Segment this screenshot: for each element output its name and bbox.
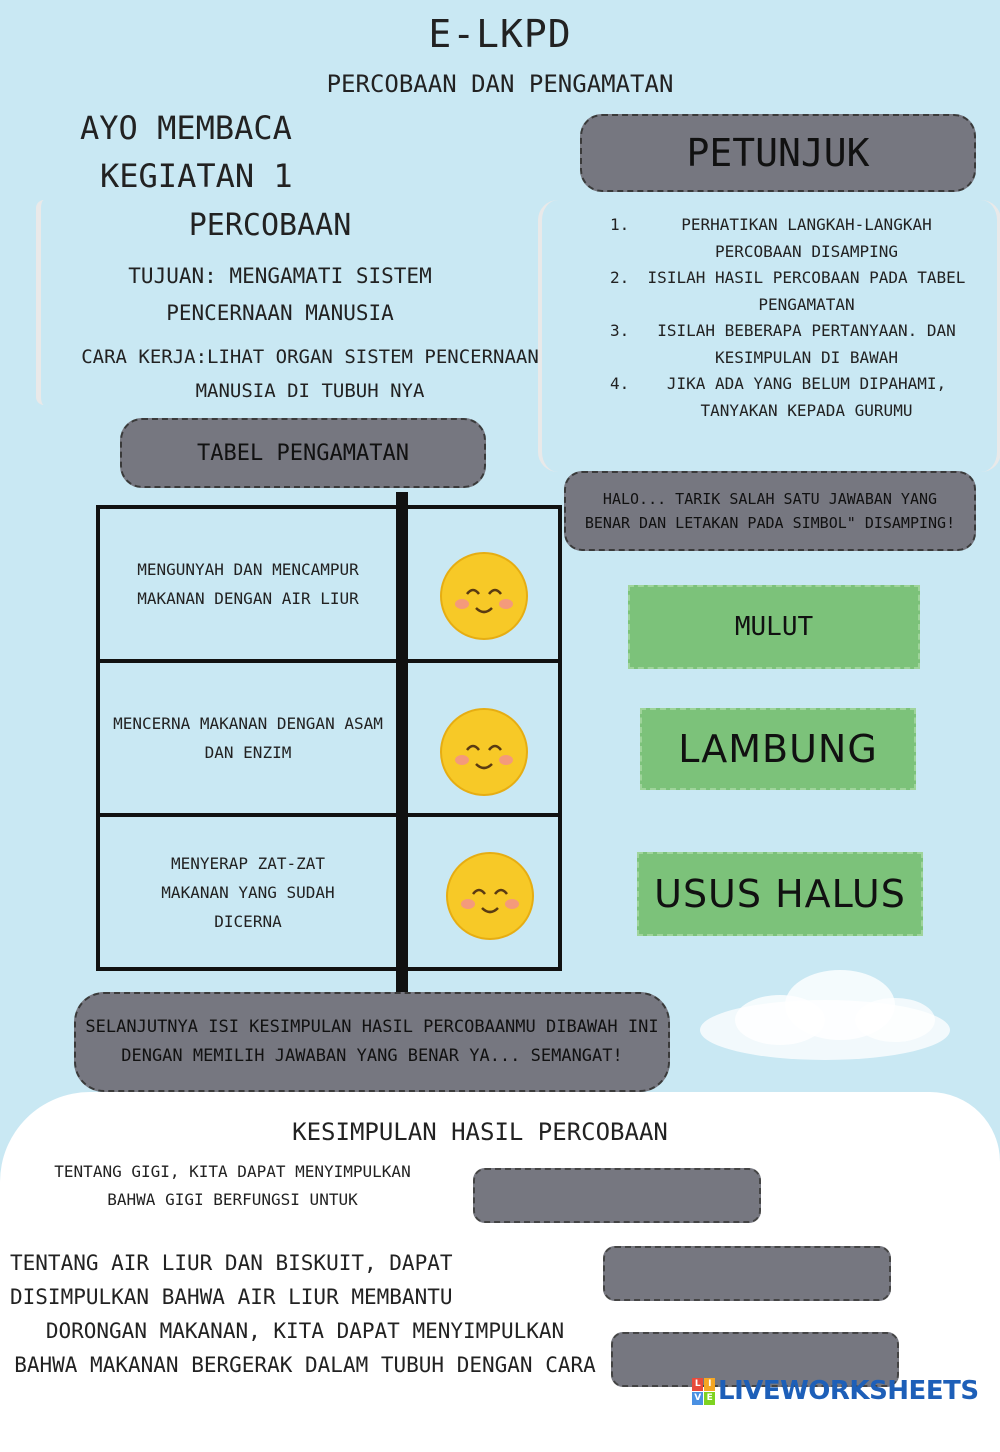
step-text: PERHATIKAN LANGKAH-LANGKAH PERCOBAAN DISAMPING: [681, 215, 932, 261]
smiley-drop-target-3[interactable]: [446, 852, 534, 940]
table-row-label: [100, 663, 396, 813]
logo-icon: [692, 1378, 715, 1405]
petunjuk-title: PETUNJUK: [580, 114, 976, 192]
selanjutnya-instruction: SELANJUTNYA ISI KESIMPULAN HASIL PERCOBAANMU DIBAWAH INI DENGAN MEMILIH JAWABAN YANG BENAR YA... SEMANGAT!: [74, 992, 670, 1092]
halo-instruction: HALO... TARIK SALAH SATU JAWABAN YANG BENAR DAN LETAKAN PADA SIMBOL" DISAMPING!: [564, 471, 976, 551]
logo-letter: L: [692, 1378, 703, 1391]
kegiatan-label: KEGIATAN 1: [100, 157, 293, 195]
liveworksheets-logo: [692, 1376, 979, 1406]
step-text: ISILAH HASIL PERCOBAAN PADA TABEL PENGAMATAN: [647, 268, 966, 314]
step-number: 3.: [610, 321, 630, 340]
page-subtitle: PERCOBAAN DAN PENGAMATAN: [326, 70, 674, 98]
kesimpulan-question-1: TENTANG GIGI, KITA DAPAT MENYIMPULKAN BAHWA GIGI BERFUNGSI UNTUK: [54, 1162, 411, 1209]
cara-kerja-text: CARA KERJA:LIHAT ORGAN SISTEM PENCERNAAN MANUSIA DI TUBUH NYA: [81, 346, 539, 402]
petunjuk-step: [610, 212, 975, 265]
answer-usus-halus[interactable]: USUS HALUS: [637, 852, 923, 936]
question-2-text: TENTANG AIR LIUR DAN BISKUIT, DAPAT DISIMPULKAN BAHWA AIR LIUR MEMBANTU: [10, 1251, 453, 1309]
petunjuk-step: [610, 318, 975, 371]
logo-letter: E: [704, 1392, 715, 1405]
step-number: 4.: [610, 374, 630, 393]
step-text: ISILAH BEBERAPA PERTANYAAN. DAN KESIMPULAN DI BAWAH: [657, 321, 956, 367]
page-title: E-LKPD: [428, 12, 572, 56]
kesimpulan-title: KESIMPULAN HASIL PERCOBAAN: [292, 1118, 668, 1146]
step-number: 1.: [610, 215, 630, 234]
row-label-text: MENCERNA MAKANAN DENGAN ASAM DAN ENZIM: [113, 714, 383, 762]
step-text: JIKA ADA YANG BELUM DIPAHAMI, TANYAKAN KEPADA GURUMU: [666, 374, 947, 420]
logo-letter: I: [704, 1378, 715, 1391]
row-label-text: MENYERAP ZAT-ZAT MAKANAN YANG SUDAH DICERNA: [161, 853, 335, 931]
ayo-membaca-label: AYO MEMBACA: [80, 109, 292, 147]
percobaan-title: PERCOBAAN: [188, 208, 352, 243]
petunjuk-steps: [610, 212, 975, 424]
step-number: 2.: [610, 268, 630, 287]
answer-field-2[interactable]: [603, 1246, 891, 1301]
tabel-pengamatan-title: TABEL PENGAMATAN: [120, 418, 486, 488]
answer-field-1[interactable]: [473, 1168, 761, 1223]
table-center-line: [396, 492, 408, 992]
logo-letter: V: [692, 1392, 703, 1405]
answer-mulut[interactable]: MULUT: [628, 585, 920, 669]
tujuan-text: TUJUAN: MENGAMATI SISTEM PENCERNAAN MANUSIA: [128, 264, 432, 325]
table-row-label: [100, 817, 396, 967]
cloud-decoration: [690, 960, 960, 1070]
row-label-text: MENGUNYAH DAN MENCAMPUR MAKANAN DENGAN AIR LIUR: [137, 560, 359, 608]
question-3-text: DORONGAN MAKANAN, KITA DAPAT MENYIMPULKAN BAHWA MAKANAN BERGERAK DALAM TUBUH DENGAN CARA: [14, 1319, 596, 1377]
smiley-drop-target-2[interactable]: [440, 708, 528, 796]
table-row-label: [100, 509, 396, 659]
smiley-drop-target-1[interactable]: [440, 552, 528, 640]
kesimpulan-question-2-3: [10, 1246, 600, 1382]
petunjuk-step: [610, 265, 975, 318]
logo-text: LIVEWORKSHEETS: [718, 1376, 979, 1406]
answer-lambung[interactable]: LAMBUNG: [640, 708, 916, 790]
section-heading: [80, 104, 293, 200]
petunjuk-step: [610, 371, 975, 424]
